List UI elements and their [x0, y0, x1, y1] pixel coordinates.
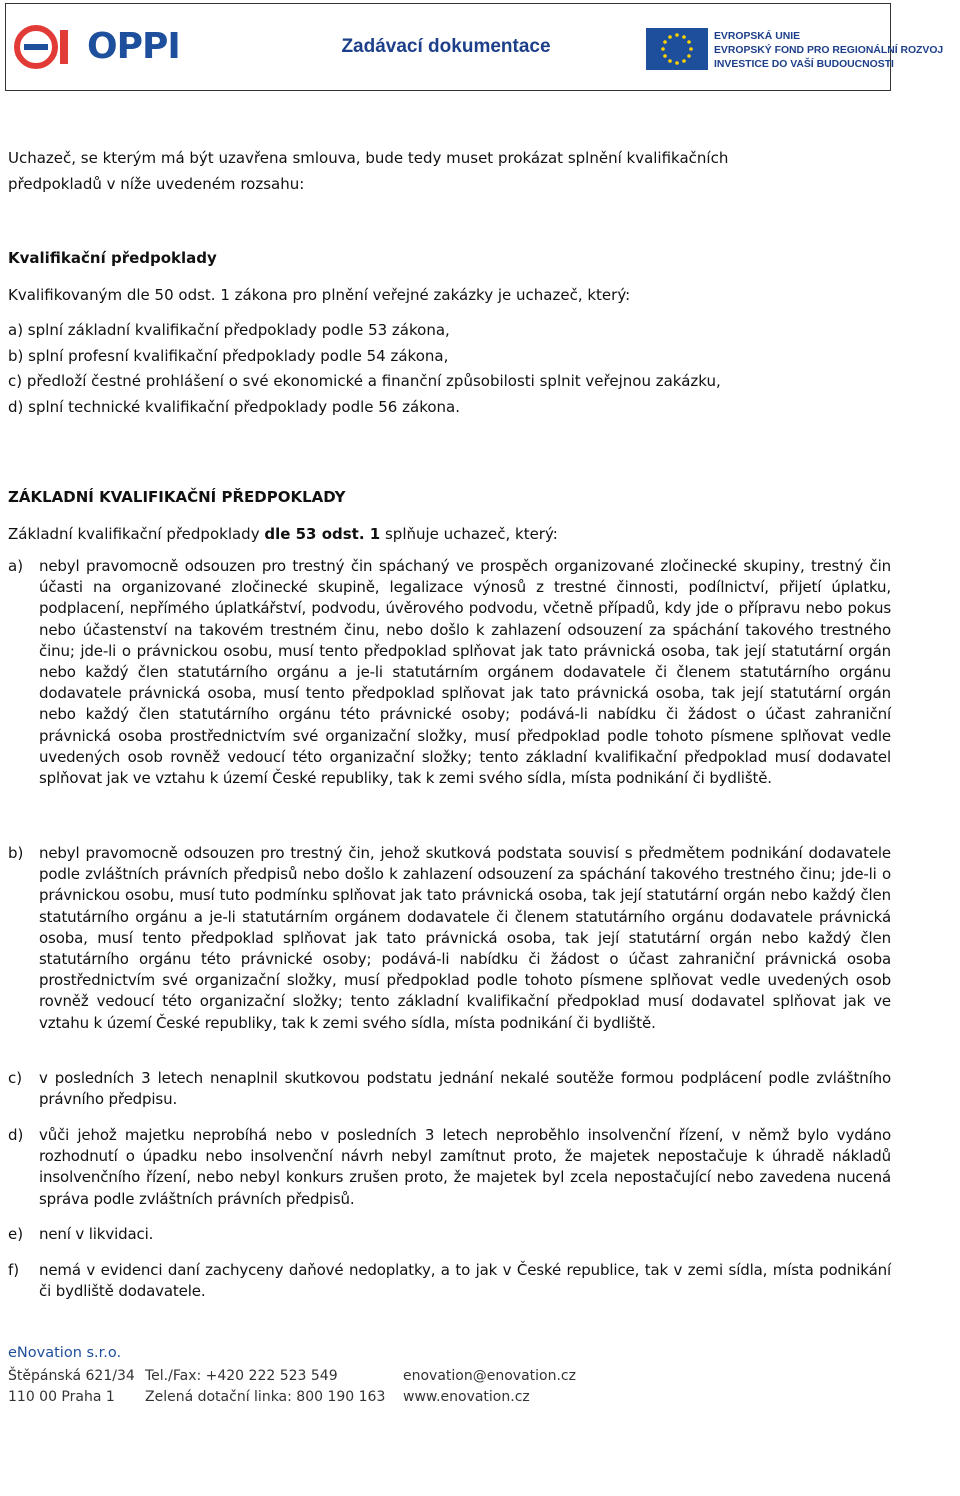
qualification-lead: Kvalifikovaným dle 50 odst. 1 zákona pro plnění veřejné zakázky je uchazeč, který: [8, 286, 631, 304]
list-item: b) splní profesní kvalifikační předpoklady podle 54 zákona, [8, 346, 449, 365]
eu-line: EVROPSKÁ UNIE [714, 31, 801, 42]
eu-flag-icon [646, 28, 708, 70]
item-label: e) [8, 1225, 24, 1243]
list-item: c) předloží čestné prohlášení o své ekonomické a finanční způsobilosti splnit veřejnou zakázku, [8, 372, 721, 390]
section-lead-suffix: splňuje uchazeč, který: [380, 525, 558, 543]
page-header [5, 3, 944, 91]
item-text: nemá v evidenci daní zachyceny daňové nedoplatky, a to jak v České republice, tak v zemi sídla, místa podnikání či bydliště dodavatele. [39, 1261, 891, 1301]
eu-logo-text [714, 30, 943, 72]
list-item: d) splní technické kvalifikační předpoklady podle 56 zákona. [8, 397, 460, 416]
footer-city: 110 00 Praha 1 [8, 1389, 115, 1405]
list-item: a) splní základní kvalifikační předpoklady podle 53 zákona, [8, 321, 450, 339]
oppi-logo-text: OPPI [87, 26, 180, 67]
section-heading: ZÁKLADNÍ KVALIFIKAČNÍ PŘEDPOKLADY [8, 488, 346, 506]
eu-line: EVROPSKÝ FOND PRO REGIONÁLNÍ ROZVOJ [714, 45, 944, 56]
item-text: v posledních 3 letech nenaplnil skutkovou podstatu jednání nekalé soutěže formou podplácení podle zvláštního právního předpisu. [39, 1069, 891, 1109]
eu-logo [646, 24, 944, 76]
footer-street: Štěpánská 621/34 [8, 1368, 135, 1384]
section-lead-prefix: Základní kvalifikační předpoklady [8, 525, 265, 543]
oppi-logo [14, 22, 184, 72]
item-text: nebyl pravomocně odsouzen pro trestný čin spáchaný ve prospěch organizované zločinecké skupiny, trestný čin účasti na organizované zločinecké skupině, legalizace výnosů z trestné činnosti, podílnictví, přijetí úplatku, podplacení, nepřímého úplatkářství, podvodu, úvěrového podvodu, včetně případů, kdy jde o přípravu nebo pokus nebo účastenství na takovém trestném činu, nebo došlo k zahlazení odsouzení za spáchání takového trestného činu; jde-li o právnickou osobu, musí tento předpoklad splňovat jak tato právnická osoba, tak její statutární orgán nebo každý člen statutárního orgánu a je-li statutárním orgánem dodavatele či členem statutárního orgánu dodavatele právnická osoba, musí tento předpoklad splňovat jak tato právnická osoba, tak její statutární orgán nebo každý člen statutárního orgánu této právnické osoby; podává-li nabídku či žádost o účast zahraniční právnická osoba prostřednictvím své organizační složky, musí předpoklad podle tohoto písmene splňovat vedle uvedených osob rovněž vedoucí této organizační složky; tento základní kvalifikační předpoklad musí dodavatel splňovat jak ve vztahu k území České republiky, tak k zemi svého sídla, místa podnikání či bydliště. [39, 557, 891, 788]
footer-hotline: Zelená dotační linka: 800 190 163 [145, 1389, 386, 1405]
footer-web[interactable]: www.enovation.cz [403, 1389, 530, 1405]
item-text: vůči jehož majetku neprobíhá nebo v posledních 3 letech neproběhlo insolvenční řízení, v němž bylo vydáno rozhodnutí o úpadku nebo insolvenční návrh nebyl zamítnut proto, že majetek nepostačuje k úhradě nákladů insolvenčního řízení, nebo nebyl konkurs zrušen proto, že majetek byl zcela nepostačující nebo zavedena nucená správa podle zvláštních právních předpisů. [39, 1126, 891, 1208]
footer-email[interactable]: enovation@enovation.cz [403, 1368, 576, 1384]
eu-line: INVESTICE DO VAŠÍ BUDOUCNOSTI [714, 59, 894, 70]
section-lead [8, 524, 558, 546]
qualification-list [8, 318, 721, 420]
section-lead-bold: dle 53 odst. 1 [264, 525, 381, 543]
item-text: nebyl pravomocně odsouzen pro trestný čin, jehož skutková podstata souvisí s předmětem podnikání dodavatele podle zvláštních právních předpisů nebo došlo k zahlazení odsouzení za spáchání takového trestného činu; jde-li o právnickou osobu, musí tuto podmínku splňovat jak tato právnická osoba, tak její statutární orgán nebo každý člen statutárního orgánu a je-li statutárním orgánem dodavatele či členem statutárního orgánu dodavatele právnická osoba, musí tento předpoklad splňovat jak tato právnická osoba, tak její statutární orgán nebo každý člen statutárního orgánu této právnické osoby; podává-li nabídku či žádost o účast zahraniční právnická osoba prostřednictvím své organizační složky, musí předpoklad podle tohoto písmene splňovat vedle uvedených osob rovněž vedoucí této organizační složky; tento základní kvalifikační předpoklad musí dodavatel splňovat jak ve vztahu k území České republiky, tak k zemi svého sídla, místa podnikání či bydliště. [39, 844, 891, 1032]
item-text: není v likvidaci. [39, 1225, 154, 1243]
document-title: Zadávací dokumentace [341, 36, 551, 57]
item-label: d) [8, 1126, 24, 1144]
item-label: f) [8, 1261, 20, 1279]
qualification-heading: Kvalifikační předpoklady [8, 249, 217, 267]
item-label: a) [8, 557, 24, 575]
item-label: c) [8, 1069, 23, 1087]
intro-line: předpokladů v níže uvedeném rozsahu: [8, 175, 305, 193]
oppi-mark-icon [14, 22, 72, 72]
footer-phone: Tel./Fax: +420 222 523 549 [145, 1368, 338, 1384]
footer-company: eNovation s.r.o. [8, 1345, 122, 1361]
intro-line: Uchazeč, se kterým má být uzavřena smlouva, bude tedy muset prokázat splnění kvalifikačních [8, 149, 729, 167]
item-label: b) [8, 844, 24, 862]
